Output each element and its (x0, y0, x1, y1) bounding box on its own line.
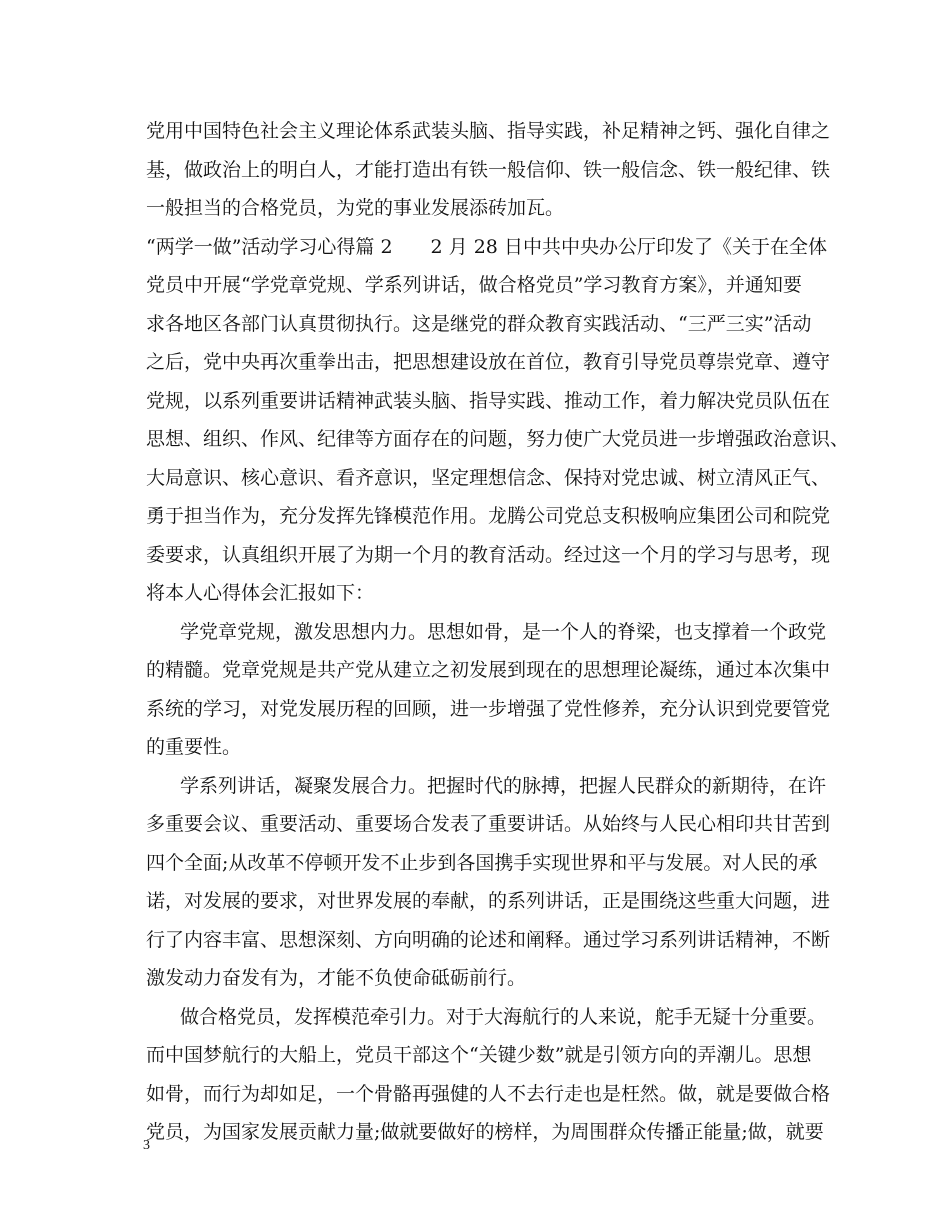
text-line: 党用中国特色社会主义理论体系武装头脑、指导实践，补足精神之钙、强化自律之 (146, 120, 831, 142)
text-line: 求各地区各部门认真贯彻执行。这是继党的群众教育实践活动、“三严三实”活动 (146, 312, 812, 335)
text-line: 如骨，而行为却如足，一个骨骼再强健的人不去行走也是枉然。做，就是要做合格 (146, 1082, 831, 1105)
text-line: 诺，对发展的要求，对世界发展的奉献，的系列讲话，正是围绕这些重大问题，进 (146, 890, 831, 912)
text-line: 的重要性。 (146, 736, 242, 758)
text-line: 多重要会议、重要活动、重要场合发表了重要讲话。从始终与人民心相印共甘苦到 (146, 813, 831, 835)
body-text (146, 112, 850, 1152)
text-line: 委要求，认真组织开展了为期一个月的教育活动。经过这一个月的学习与思考，现 (146, 543, 831, 566)
text-line: 激发动力奋发有为，才能不负使命砥砺前行。 (146, 967, 527, 989)
text-line: 基，做政治上的明白人，才能打造出有铁一般信仰、铁一般信念、铁一般纪律、铁 (146, 158, 831, 181)
text-line: 系统的学习，对党发展历程的回顾，进一步增强了党性修养，充分认识到党要管党 (146, 697, 831, 720)
text-line: 勇于担当作为，充分发挥先锋模范作用。龙腾公司党总支积极响应集团公司和院党 (146, 505, 831, 527)
text-line: 行了内容丰富、思想深刻、方向明确的论述和阐释。通过学习系列讲话精神，不断 (146, 928, 831, 951)
text-line: 党规，以系列重要讲话精神武装头脑、指导实践、推动工作，着力解决党员队伍在 (146, 389, 831, 412)
text-line: 党员，为国家发展贡献力量;做就要做好的榜样，为周围群众传播正能量;做，就要 (146, 1121, 824, 1143)
text-line: 学党章党规，激发思想内力。思想如骨，是一个人的脊梁，也支撑着一个政党 (180, 620, 827, 643)
text-line: 学系列讲话，凝聚发展合力。把握时代的脉搏，把握人民群众的新期待，在许 (180, 774, 827, 797)
page-number: 3 (143, 1138, 150, 1153)
text-line: “两学一做”活动学习心得篇 2 2 月 28 日中共中央办公厅印发了《关于在全体 (146, 235, 827, 258)
text-line: 之后，党中央再次重拳出击，把思想建设放在首位，教育引导党员尊崇党章、遵守 (146, 351, 831, 373)
text-line: 而中国梦航行的大船上，党员干部这个“关键少数”就是引领方向的弄潮儿。思想 (146, 1044, 812, 1066)
text-line: 大局意识、核心意识、看齐意识，坚定理想信念、保持对党忠诚、树立清风正气、 (146, 466, 831, 489)
text-line: 党员中开展“学党章党规、学系列讲话，做合格党员”学习教育方案》，并通知要 (146, 274, 802, 296)
text-line: 将本人心得体会汇报如下： (146, 582, 375, 604)
text-line: 四个全面;从改革不停顿开发不止步到各国携手实现世界和平与发展。对人民的承 (146, 851, 818, 874)
text-line: 做合格党员，发挥模范牵引力。对于大海航行的人来说，舵手无疑十分重要。 (180, 1005, 827, 1028)
text-line: 一般担当的合格党员，为党的事业发展添砖加瓦。 (146, 197, 565, 219)
text-line: 思想、组织、作风、纪律等方面存在的问题，努力使广大党员进一步增强政治意识、 (146, 428, 850, 450)
text-line: 的精髓。党章党规是共产党从建立之初发展到现在的思想理论凝练，通过本次集中 (146, 659, 831, 681)
